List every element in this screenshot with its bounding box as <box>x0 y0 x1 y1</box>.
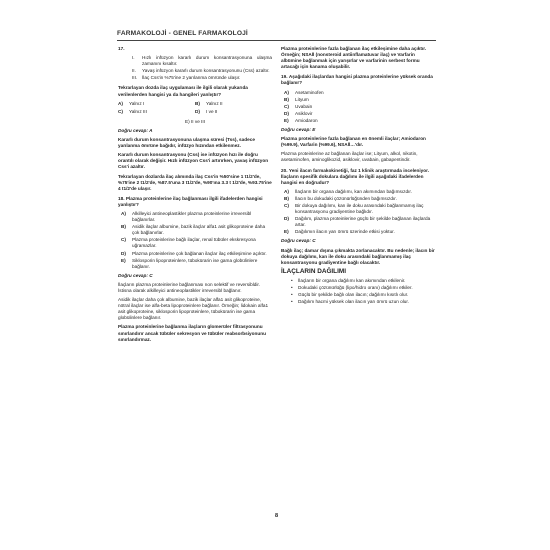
question-19 <box>281 74 435 86</box>
question-18 <box>118 196 272 208</box>
option-e <box>284 229 435 235</box>
page-header: FARMAKOLOJİ - GENEL FARMAKOLOJİ <box>117 30 248 37</box>
header-divider <box>117 40 436 41</box>
bullet-item <box>291 292 435 298</box>
question-18-answer: Doğru cevap: C <box>118 272 153 278</box>
option-letter: D) <box>121 250 126 256</box>
option-letter: A) <box>284 89 289 95</box>
option-text: İlacın bu dokudaki çözünürlüğünden bağımsızdır. <box>295 195 397 201</box>
option-letter: A) <box>284 188 289 194</box>
option-letter: D) <box>284 216 289 222</box>
explanation-paragraph: Asidik ilaçlar daha çok albumine, bazik ilaçlar alfa1 asit glikoproteine, nötral ilaçlar ise alfa-beta lipoproteinlere bağlanır. Örneğin; lidokain alfa1 asit glikoproteine, siklosporin lipoproteinlere, tübokürarin ise gama globülinlere bağlanır. <box>118 297 269 321</box>
explanation-paragraph: Plazma proteinlerine az bağlanan ilaçlar ise; Lityum, alkol, nikotin, asetaminofen, aminoglikozid, asiklovir, uvabain, gabapentindir. <box>281 151 418 163</box>
option-d <box>284 111 435 117</box>
option-letter: E) <box>284 229 289 235</box>
question-17-options <box>118 101 272 116</box>
statement-3 <box>132 75 272 81</box>
left-column <box>118 46 272 346</box>
option-c <box>284 203 435 215</box>
option-text: Yalnız II <box>206 100 223 106</box>
question-17-number: 17. <box>118 46 125 51</box>
option-b <box>284 97 435 103</box>
question-17-text: Tekrarlayan dozda ilaç uygulaması ile ilgili olarak yukarıda verilenlerden hangisi ya da hangileri yanlıştır? <box>118 85 248 97</box>
option-letter: A) <box>118 100 123 106</box>
bullet-text: Dağılım hacmi yüksek olan ilacın yarı ömrü uzun olur. <box>298 299 409 305</box>
option-a <box>284 189 435 195</box>
explanation-paragraph: Bağlı ilaç; damar dışına çıkmakta zorlanacaktır. Bu nedenle; ilacın bir dokuya dağılımı, kan ile doku arasındaki bağlanmamış ilaç konsantrasyonu gradiyentine bağlı olacaktır. <box>281 247 435 265</box>
option-a <box>121 211 272 223</box>
statement-text: Yavaş infüzyon kararlı durum konsantrasyonunu (Css) azaltır. <box>142 68 270 74</box>
bullet-item <box>291 285 435 291</box>
option-a <box>284 90 435 96</box>
bullet-dot-icon: • <box>291 299 293 305</box>
option-text: Yalnız III <box>129 108 147 114</box>
option-letter: B) <box>121 224 126 230</box>
bullet-text: İlaçların bir organa dağılımı kan akımından etkilenir. <box>298 277 406 283</box>
bullet-text: Güçlü bir şekilde bağlı olan ilacın; dağılımı kısıtlı olur. <box>298 292 409 298</box>
option-e <box>121 258 272 270</box>
option-text: Bir dokuya dağılımı, kan ile doku arasındaki bağlanmamış ilaç konsantrasyonu gradiyentine bağlıdır. <box>295 202 424 215</box>
option-d <box>121 251 272 257</box>
option-b <box>121 224 272 236</box>
option-text: Plazma proteinlerine bağlı ilaçlar, renal tübüler ekskresyona uğramazlar. <box>132 237 256 249</box>
option-e <box>284 118 435 124</box>
option-text: Asetaminofen <box>295 89 324 95</box>
option-letter: C) <box>284 103 289 109</box>
statement-2 <box>132 68 272 74</box>
option-letter: D) <box>195 108 200 114</box>
option-text: Lityum <box>295 96 309 102</box>
option-text: Dağılım, plazma proteinlerine güçlü bir şekilde bağlanan ilaçlarda artar. <box>295 216 431 228</box>
document-page <box>113 28 440 528</box>
bullet-dot-icon: • <box>291 277 293 283</box>
option-letter: D) <box>284 110 289 116</box>
option-letter: B) <box>284 96 289 102</box>
intro-paragraph: Plazma proteinlerine fazla bağlanan ilaç etkileşimine daha açıktır. Örneğin; NSAİİ (nonsteroid antiinflamatuvar ilaç) ve Varfarin albümine bağlanmak için yarışırlar ve varfarinin serbest formu artacağı için kanama oluşabilir. <box>281 46 427 70</box>
option-letter: E) <box>284 117 289 123</box>
question-20 <box>281 168 435 186</box>
explanation-paragraph: İlaçların plazma proteinlerine bağlanması non selektif ve reversibldir. İstisna olarak alkilleyici antineoplastikler irreversibl bağlanır. <box>118 281 260 293</box>
option-text: Dağılımın ilacın yarı ömrü üzerinde etkisi yoktur. <box>295 229 395 235</box>
question-20-answer: Doğru cevap: C <box>281 238 316 244</box>
question-17-option-e: E) II ve III <box>184 118 206 124</box>
option-text: Asiklovir <box>295 110 313 116</box>
right-column <box>281 46 435 306</box>
option-b <box>284 196 435 202</box>
question-18-number: 18. <box>118 195 125 201</box>
question-19-number: 19. <box>281 74 288 80</box>
option-text: İlaçların bir organa dağılımı, kan akımından bağımsızdır. <box>295 188 412 194</box>
option-letter: B) <box>284 195 289 201</box>
question-19-text: Aşağıdaki ilaçlardan hangisi plazma proteinlerine yüksek oranda bağlanır? <box>281 74 433 86</box>
bullet-dot-icon: • <box>291 292 293 298</box>
explanation-paragraph: Plazma proteinlerine fazla bağlanan en önemli ilaçlar; Amiodaron (%99.9), Varfarin (%99.6), NSAİİ…'dır. <box>281 136 426 148</box>
question-20-text: Yeni ilacın farmakokinetiği, faz 1 klinik araştırmada inceleniyor. İlaçların spesifik dokulara dağılımı ile ilgili aşağıdaki ifadelerden hangisi en doğrudur? <box>281 167 430 185</box>
option-text: Uvabain <box>295 103 313 109</box>
question-18-text: Plazma proteinlerine ilaç bağlanması ilgili ifadelerden hangisi yanlıştır? <box>118 195 263 207</box>
question-19-answer: Doğru cevap: E <box>281 127 316 133</box>
option-letter: A) <box>121 210 126 216</box>
statement-text: İlaç Css'in %75'ine 2 yarılanma ömründe ulaşır. <box>142 75 241 81</box>
bullet-dot-icon: • <box>291 285 293 290</box>
bullet-item <box>291 299 435 305</box>
option-letter: B) <box>195 100 200 106</box>
explanation-paragraph: Tekrarlayan dozlarda ilaç alımında ilaç Css'in %50'sine 1 t1/2'de, %75'ine 2 t1/2'de, %87.5'una 3 t1/2'de, %90'ına 3.3 t 1/2'de, %93.75'ine 4 t1/2'de ulaşır. <box>118 173 272 191</box>
statement-1 <box>132 55 272 67</box>
option-c <box>121 237 272 249</box>
statement-numeral: I. <box>132 55 135 61</box>
bullet-text: Dokudaki çözünürlüğü (lipo/hidro oranı) dağılımı etkiler. <box>298 285 413 290</box>
option-text: Yalnız I <box>129 100 145 106</box>
page-number: 8 <box>274 513 279 519</box>
explanation-paragraph: Plazma proteinlerine bağlanma ilaçların glomerüler filtrasyonunu sınırlandırır ancak tübüler sekresyon ve tübüler reabsorbsiyonunu sınırlandırmaz. <box>118 324 266 342</box>
question-17-answer: Doğru cevap: A <box>118 127 153 133</box>
option-text: Plazma proteinlerine çok bağlanan ilaçlar ilaç etkileşimine açıktır. <box>132 250 267 256</box>
statement-text: Hızlı infüzyon kararlı durum konsantrasyonuna ulaşma zamanını kısaltır. <box>142 55 272 67</box>
option-d <box>284 216 435 228</box>
bullet-item <box>291 278 435 284</box>
option-text: Alkilleyici antineoplastikler plazma proteinlerine irreversibl bağlanırlar. <box>132 210 252 223</box>
section-title: İLAÇLARIN DAĞILIMI <box>281 267 346 275</box>
option-letter: E) <box>121 257 126 263</box>
statement-numeral: III. <box>132 75 138 81</box>
option-c <box>284 104 435 110</box>
option-letter: C) <box>121 237 126 243</box>
option-text: Siklosporin lipoproteinlere, tübokürarin ise gama globülinlere bağlanır. <box>132 257 258 269</box>
option-letter: C) <box>284 202 289 208</box>
option-text: Asidik ilaçlar albumine, bazik ilaçlar alfa1 asit glikoproteine daha çok bağlanırlar. <box>132 224 266 236</box>
option-text: I ve II <box>206 108 218 114</box>
option-letter: C) <box>118 108 123 114</box>
explanation-paragraph: Kararlı durum konsantrasyonuna ulaşma süresi (Tss), sadece yarılanma ömrüne bağıdır, infüzyo hızından etkilenmez. <box>118 137 255 149</box>
question-20-number: 20. <box>281 167 288 173</box>
statement-numeral: II. <box>132 68 136 74</box>
explanation-paragraph: Kararlı durum konsantrasyonu (Css) ise infüzyon hızı ile doğru orantılı olarak değişir. Hızlı infüzyon Css'i artırırken, yavaş infüzyon Css'i azaltır. <box>118 152 269 170</box>
option-text: Amiodaron <box>295 117 318 123</box>
